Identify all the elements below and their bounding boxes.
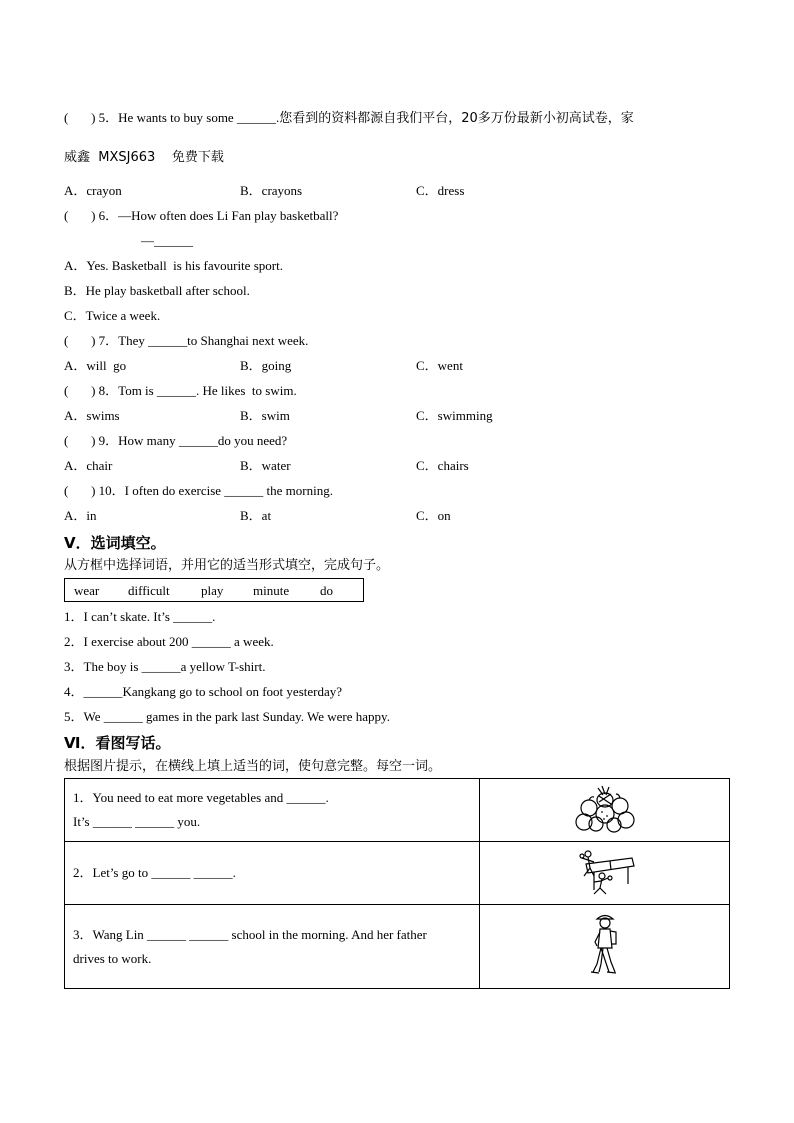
section-5-item: 3．The boy is ______a yellow T-shirt. — [64, 659, 266, 674]
q7-stem: ( ) 7．They ______to Shanghai next week. — [64, 333, 309, 348]
row-line: 2．Let’s go to ______ ______. — [73, 865, 236, 880]
walking-student-icon — [585, 912, 625, 978]
q9-option-b: B．water — [240, 458, 291, 473]
section-6-instruction: 根据图片提示，在横线上填上适当的词，使句意完整。每空一词。 — [64, 759, 442, 774]
q6-option-b: B．He play basketball after school. — [64, 283, 250, 298]
q9-option-a: A．chair — [64, 458, 113, 473]
section-5-item: 2．I exercise about 200 ______ a week. — [64, 634, 274, 649]
section-5-instruction: 从方框中选择词语，并用它的适当形式填空，完成句子。 — [64, 558, 390, 573]
q5-stem-en: ( ) 5．He wants to buy some ______. — [64, 110, 280, 125]
word-box-word: minute — [253, 583, 290, 598]
q6-option-a: A．Yes. Basketball is his favourite sport. — [64, 258, 283, 273]
ping-pong-players-icon — [572, 846, 638, 896]
word-box-word: play — [201, 583, 224, 598]
q8-stem: ( ) 8．Tom is ______. He likes to swim. — [64, 383, 297, 398]
q10-stem: ( ) 10．I often do exercise ______ the morning. — [64, 483, 333, 498]
q7-option-c: C．went — [416, 358, 463, 373]
section-5-item: 4．______Kangkang go to school on foot yesterday? — [64, 684, 343, 699]
picture-cell — [480, 779, 730, 842]
word-box — [64, 578, 364, 602]
picture-row — [65, 905, 730, 989]
section-5-item: 5．We ______ games in the park last Sunday. We were happy. — [64, 709, 390, 724]
fruit-basket-icon — [574, 782, 636, 834]
q5-option-c: C．dress — [416, 183, 465, 198]
word-box-word: wear — [74, 583, 100, 598]
picture-row-text — [65, 842, 480, 905]
row-line: 3．Wang Lin ______ ______ school in the morning. And her father — [73, 926, 427, 942]
section-5-item: 1．I can’t skate. It’s ______. — [64, 609, 216, 624]
q5-stem — [64, 110, 634, 127]
section-6-title: Ⅵ．看图写话。 — [64, 734, 171, 752]
picture-row — [65, 779, 730, 842]
picture-row-text — [65, 905, 480, 989]
q5-option-b: B．crayons — [240, 183, 303, 198]
q6-stem: ( ) 6．—How often does Li Fan play basketball? — [64, 208, 339, 223]
picture-row — [65, 842, 730, 905]
q9-option-c: C．chairs — [416, 458, 469, 473]
q6-reply: —______ — [141, 233, 193, 248]
picture-cell — [480, 905, 730, 989]
q10-option-a: A．in — [64, 508, 97, 523]
q10-option-b: B．at — [240, 508, 272, 523]
q5-option-a: A．crayon — [64, 183, 122, 198]
q8-option-a: A．swims — [64, 408, 120, 423]
q9-stem: ( ) 9．How many ______do you need? — [64, 433, 288, 448]
q8-option-b: B．swim — [240, 408, 290, 423]
row-line: It’s ______ ______ you. — [73, 814, 201, 829]
q6-option-c: C．Twice a week. — [64, 308, 161, 323]
section-5-title: Ⅴ．选词填空。 — [64, 534, 166, 552]
q10-option-c: C．on — [416, 508, 451, 523]
picture-writing-table — [64, 778, 730, 989]
q5-stem-cn2: 威鑫 MXSJ663 免费下载 — [64, 150, 224, 165]
row-line: drives to work. — [73, 950, 152, 966]
word-box-word: difficult — [128, 583, 170, 598]
row-line: 1．You need to eat more vegetables and ______. — [73, 790, 329, 805]
picture-row-text — [65, 779, 480, 842]
picture-cell — [480, 842, 730, 905]
q7-option-a: A．will go — [64, 358, 127, 373]
q5-stem-cn: 您看到的资料都源自我们平台，20多万份最新小初高试卷，家 — [279, 111, 634, 126]
word-box-word: do — [320, 583, 333, 598]
q8-option-c: C．swimming — [416, 408, 493, 423]
q7-option-b: B．going — [240, 358, 292, 373]
